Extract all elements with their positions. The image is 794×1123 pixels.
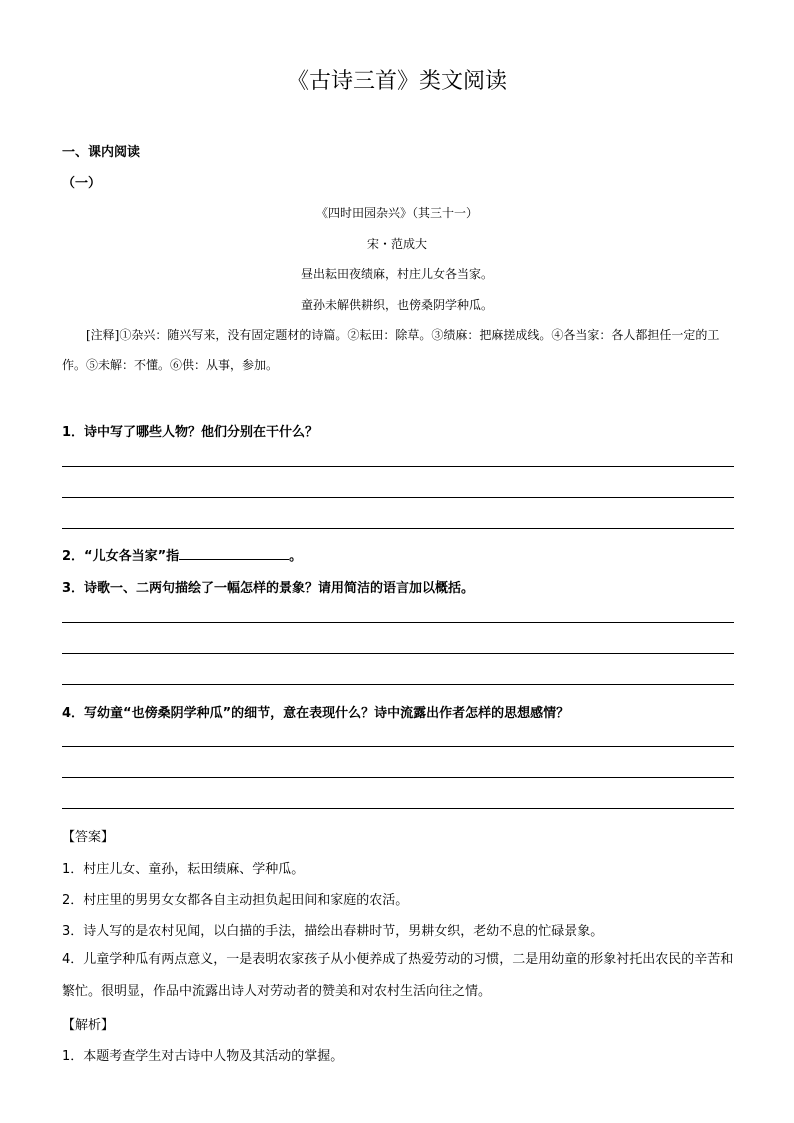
answer-line[interactable] <box>62 528 734 529</box>
question-4: 4．写幼童“也傍桑阴学种瓜”的细节，意在表现什么？诗中流露出作者怎样的思想感情？ <box>62 706 570 721</box>
section-heading: 一、课内阅读 <box>62 145 141 160</box>
answer-line[interactable] <box>62 622 734 623</box>
question-2-end: 。 <box>289 549 303 564</box>
document-title: 《古诗三首》类文阅读 <box>286 69 507 94</box>
question-2-text: 2．“儿女各当家”指 <box>62 549 180 564</box>
fill-in-blank[interactable] <box>179 545 289 560</box>
analysis-header: 【解析】 <box>62 1018 115 1033</box>
analysis-1: 1．本题考查学生对古诗中人物及其活动的掌握。 <box>62 1049 344 1064</box>
answer-line[interactable] <box>62 497 734 498</box>
answer-3: 3．诗人写的是农村见闻，以白描的手法，描绘出春耕时节，男耕女织，老幼不息的忙碌景象。 <box>62 924 604 939</box>
answer-line[interactable] <box>62 466 734 467</box>
answer-header: 【答案】 <box>62 830 115 845</box>
poem-title: 《四时田园杂兴》（其三十一） <box>315 206 478 220</box>
answer-line[interactable] <box>62 808 734 809</box>
poem-annotation: [注释]①杂兴：随兴写来，没有固定题材的诗篇。②耘田：除草。③绩麻：把麻搓成线。④各当家：各人都担任一定的工作。⑤未解：不懂。⑥供：从事，参加。 <box>62 328 720 372</box>
answer-4: 4．儿童学种瓜有两点意义，一是表明农家孩子从小便养成了热爱劳动的习惯，二是用幼童的形象衬托出农民的辛苦和繁忙。很明显，作品中流露出诗人对劳动者的赞美和对农村生活向往之情。 <box>62 952 734 999</box>
poem-line-2: 童孙未解供耕织，也傍桑阴学种瓜。 <box>300 298 493 312</box>
answer-2: 2．村庄里的男男女女都各自主动担负起田间和家庭的农活。 <box>62 893 409 908</box>
part-heading: （一） <box>62 176 102 191</box>
answer-1: 1．村庄儿女、童孙，耘田绩麻、学种瓜。 <box>62 862 305 877</box>
question-2 <box>62 545 302 564</box>
question-3: 3．诗歌一、二两句描绘了一幅怎样的景象？请用简洁的语言加以概括。 <box>62 581 475 596</box>
poem-author: 宋・范成大 <box>366 237 427 251</box>
answer-line[interactable] <box>62 746 734 747</box>
poem-line-1: 昼出耘田夜绩麻，村庄儿女各当家。 <box>300 267 493 281</box>
question-1: 1．诗中写了哪些人物？他们分别在干什么？ <box>62 425 319 440</box>
answer-line[interactable] <box>62 684 734 685</box>
answer-line[interactable] <box>62 777 734 778</box>
answer-line[interactable] <box>62 653 734 654</box>
